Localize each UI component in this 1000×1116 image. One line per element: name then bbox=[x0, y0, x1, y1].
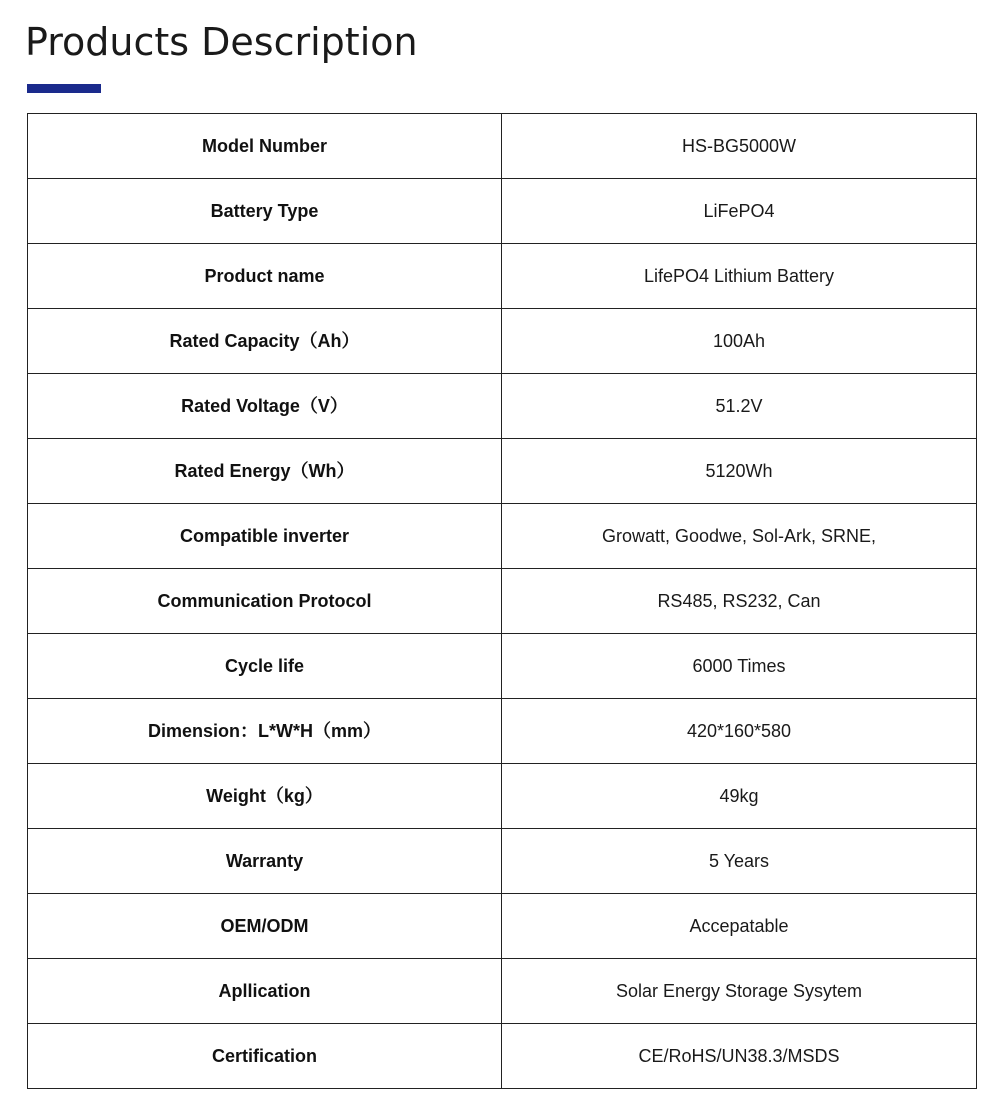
spec-label: Certification bbox=[28, 1024, 502, 1089]
spec-value: Solar Energy Storage Sysytem bbox=[502, 959, 977, 1024]
spec-label: Apllication bbox=[28, 959, 502, 1024]
spec-value: LifePO4 Lithium Battery bbox=[502, 244, 977, 309]
spec-value: 100Ah bbox=[502, 309, 977, 374]
table-row bbox=[28, 764, 977, 829]
spec-label: Weight（kg） bbox=[28, 764, 502, 829]
spec-label: Product name bbox=[28, 244, 502, 309]
spec-label: Dimension：L*W*H（mm） bbox=[28, 699, 502, 764]
spec-label: Communication Protocol bbox=[28, 569, 502, 634]
spec-label: Warranty bbox=[28, 829, 502, 894]
table-row bbox=[28, 569, 977, 634]
spec-label: OEM/ODM bbox=[28, 894, 502, 959]
table-row bbox=[28, 634, 977, 699]
table-row bbox=[28, 309, 977, 374]
table-row bbox=[28, 114, 977, 179]
spec-value: Growatt, Goodwe, Sol-Ark, SRNE, bbox=[502, 504, 977, 569]
spec-value: HS-BG5000W bbox=[502, 114, 977, 179]
table-row bbox=[28, 959, 977, 1024]
table-row bbox=[28, 374, 977, 439]
spec-label: Battery Type bbox=[28, 179, 502, 244]
table-row bbox=[28, 504, 977, 569]
spec-value: RS485, RS232, Can bbox=[502, 569, 977, 634]
spec-label: Rated Capacity（Ah） bbox=[28, 309, 502, 374]
spec-label: Rated Voltage（V） bbox=[28, 374, 502, 439]
spec-value: 5 Years bbox=[502, 829, 977, 894]
spec-value: 51.2V bbox=[502, 374, 977, 439]
table-row bbox=[28, 439, 977, 504]
table-row bbox=[28, 1024, 977, 1089]
table-row bbox=[28, 699, 977, 764]
spec-label: Rated Energy（Wh） bbox=[28, 439, 502, 504]
spec-label: Cycle life bbox=[28, 634, 502, 699]
spec-value: 420*160*580 bbox=[502, 699, 977, 764]
table-row bbox=[28, 829, 977, 894]
spec-value: LiFePO4 bbox=[502, 179, 977, 244]
spec-value: 6000 Times bbox=[502, 634, 977, 699]
table-row bbox=[28, 179, 977, 244]
spec-value: 49kg bbox=[502, 764, 977, 829]
title-underline bbox=[27, 84, 101, 93]
spec-value: 5120Wh bbox=[502, 439, 977, 504]
page-title: Products Description bbox=[25, 20, 418, 64]
table-row bbox=[28, 894, 977, 959]
spec-label: Model Number bbox=[28, 114, 502, 179]
specs-table bbox=[27, 113, 977, 1089]
spec-label: Compatible inverter bbox=[28, 504, 502, 569]
spec-value: CE/RoHS/UN38.3/MSDS bbox=[502, 1024, 977, 1089]
spec-value: Accepatable bbox=[502, 894, 977, 959]
table-row bbox=[28, 244, 977, 309]
